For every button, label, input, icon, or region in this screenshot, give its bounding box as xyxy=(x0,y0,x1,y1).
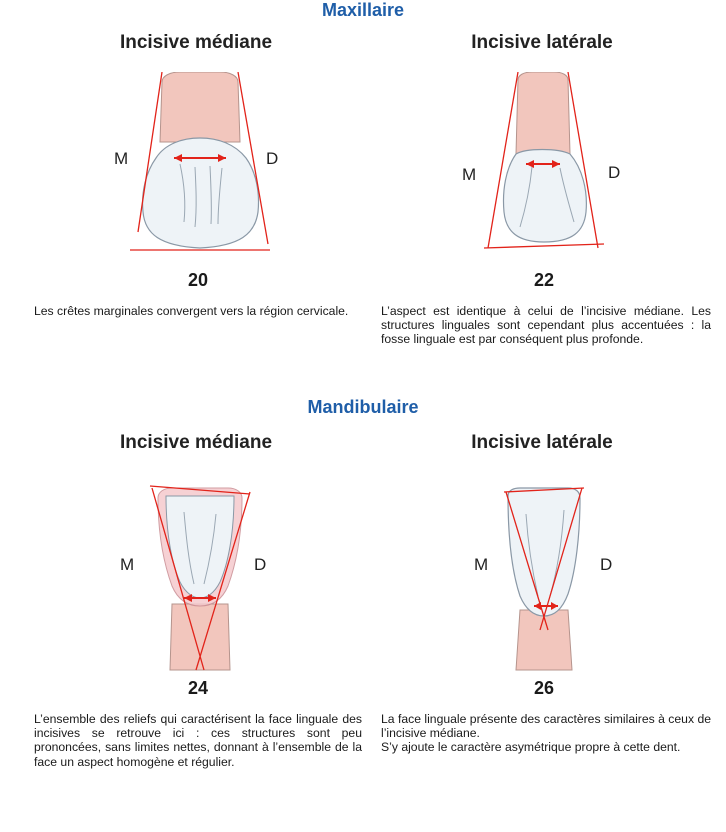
heading-maxillaire-incisive-laterale: Incisive latérale xyxy=(471,32,613,53)
label-m: M xyxy=(474,555,489,574)
label-m: M xyxy=(462,165,477,184)
guide-line-base xyxy=(484,244,604,248)
root-shape xyxy=(170,604,230,670)
description-26-line-2: S’y ajoute le caractère asymétrique propre à cette dent. xyxy=(381,740,681,755)
section-title-mandibulaire: Mandibulaire xyxy=(307,397,419,417)
root-shape xyxy=(516,72,570,154)
figure-number-22: 22 xyxy=(533,270,555,290)
crown-shape xyxy=(143,138,259,248)
description-24: L’ensemble des reliefs qui caractérisent la face linguale des incisives se retrouve ici : ces structures sont peu prononcées, sans limites nettes, donnant à l’ensemble de la face un aspect homogène et régulier. xyxy=(34,712,362,769)
figure-22-tooth-diagram xyxy=(448,72,638,267)
heading-mandibulaire-incisive-mediane: Incisive médiane xyxy=(119,432,273,453)
description-22: L’aspect est identique à celui de l’incisive médiane. Les structures linguales sont cependant plus accentuées : la fosse linguale est par conséquent plus profonde. xyxy=(381,304,711,347)
figure-26-tooth-diagram xyxy=(448,474,638,674)
description-26 xyxy=(381,712,711,755)
figure-number-24: 24 xyxy=(187,678,209,698)
label-d: D xyxy=(266,149,279,168)
crown-shape xyxy=(508,488,580,616)
figure-number-20: 20 xyxy=(187,270,209,290)
label-m: M xyxy=(114,149,129,168)
heading-mandibulaire-incisive-laterale: Incisive latérale xyxy=(471,432,613,453)
section-title-maxillaire: Maxillaire xyxy=(321,0,405,20)
label-m: M xyxy=(120,555,135,574)
label-d: D xyxy=(600,555,613,574)
description-20: Les crêtes marginales convergent vers la région cervicale. xyxy=(34,304,349,318)
label-d: D xyxy=(254,555,267,574)
root-shape xyxy=(160,72,240,142)
figure-24-tooth-diagram xyxy=(100,474,300,674)
heading-maxillaire-incisive-mediane: Incisive médiane xyxy=(119,32,273,53)
figure-20-tooth-diagram xyxy=(100,72,300,267)
description-26-line-1: La face linguale présente des caractères similaires à ceux de l’incisive médiane. xyxy=(381,712,711,741)
figure-number-26: 26 xyxy=(533,678,555,698)
label-d: D xyxy=(608,163,621,182)
